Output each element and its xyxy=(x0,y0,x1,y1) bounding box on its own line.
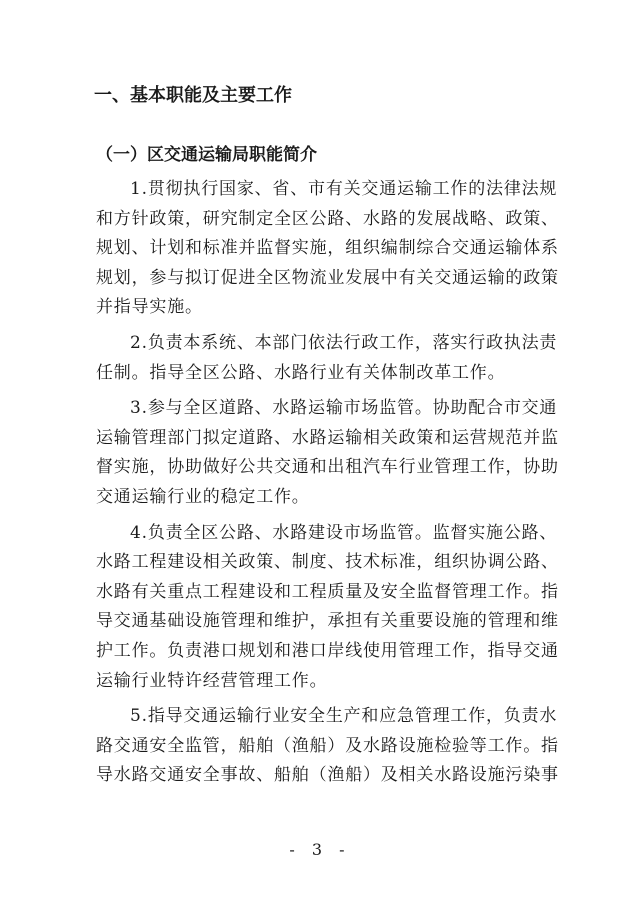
text-line: 交通运输行业的稳定工作。 xyxy=(96,486,310,507)
section-heading: 一、基本职能及主要工作 xyxy=(94,85,292,106)
text-line: 水路工程建设相关政策、制度、技术标准，组织协调公路、 xyxy=(96,552,559,573)
subsection-heading: （一）区交通运输局职能简介 xyxy=(96,145,317,165)
paragraph-3 xyxy=(96,394,559,512)
text-line: 督实施，协助做好公共交通和出租汽车行业管理工作，协助 xyxy=(96,457,559,478)
text-line: 导水路交通安全事故、船舶（渔船）及相关水路设施污染事 xyxy=(96,765,559,786)
paragraph-2 xyxy=(96,329,556,388)
text-line: 导交通基础设施管理和维护，承担有关重要设施的管理和维 xyxy=(96,611,559,632)
text-line: 路交通安全监管，船舶（渔船）及水路设施检验等工作。指 xyxy=(96,735,559,756)
text-line: 任制。指导全区公路、水路行业有关体制改革工作。 xyxy=(96,362,506,383)
text-line: 运输行业特许经营管理工作。 xyxy=(96,670,328,691)
text-line: 水路有关重点工程建设和工程质量及安全监督管理工作。指 xyxy=(96,581,559,602)
paragraph-4 xyxy=(96,519,559,697)
paragraph-5 xyxy=(96,702,559,791)
text-line: 规划、计划和标准并监督实施，组织编制综合交通运输体系 xyxy=(96,238,559,259)
text-line: 护工作。负责港口规划和港口岸线使用管理工作，指导交通 xyxy=(96,640,559,661)
text-line: 1.贯彻执行国家、省、市有关交通运输工作的法律法规 xyxy=(130,179,558,199)
text-line: 5.指导交通运输行业安全生产和应急管理工作，负责水 xyxy=(130,706,558,727)
paragraph-1 xyxy=(96,175,559,323)
page-number: - 3 - xyxy=(289,840,351,859)
text-line: 运输管理部门拟定道路、水路运输相关政策和运营规范并监 xyxy=(96,427,559,448)
body-text xyxy=(96,175,559,797)
text-line: 4.负责全区公路、水路建设市场监管。监督实施公路、 xyxy=(130,522,558,543)
text-line: 和方针政策，研究制定全区公路、水路的发展战略、政策、 xyxy=(96,208,559,229)
text-line: 3.参与全区道路、水路运输市场监管。协助配合市交通 xyxy=(130,398,558,419)
text-line: 2.负责本系统、本部门依法行政工作，落实行政执法责 xyxy=(130,332,558,353)
text-line: 并指导实施。 xyxy=(96,297,203,318)
text-line: 规划，参与拟订促进全区物流业发展中有关交通运输的政策 xyxy=(96,267,559,288)
